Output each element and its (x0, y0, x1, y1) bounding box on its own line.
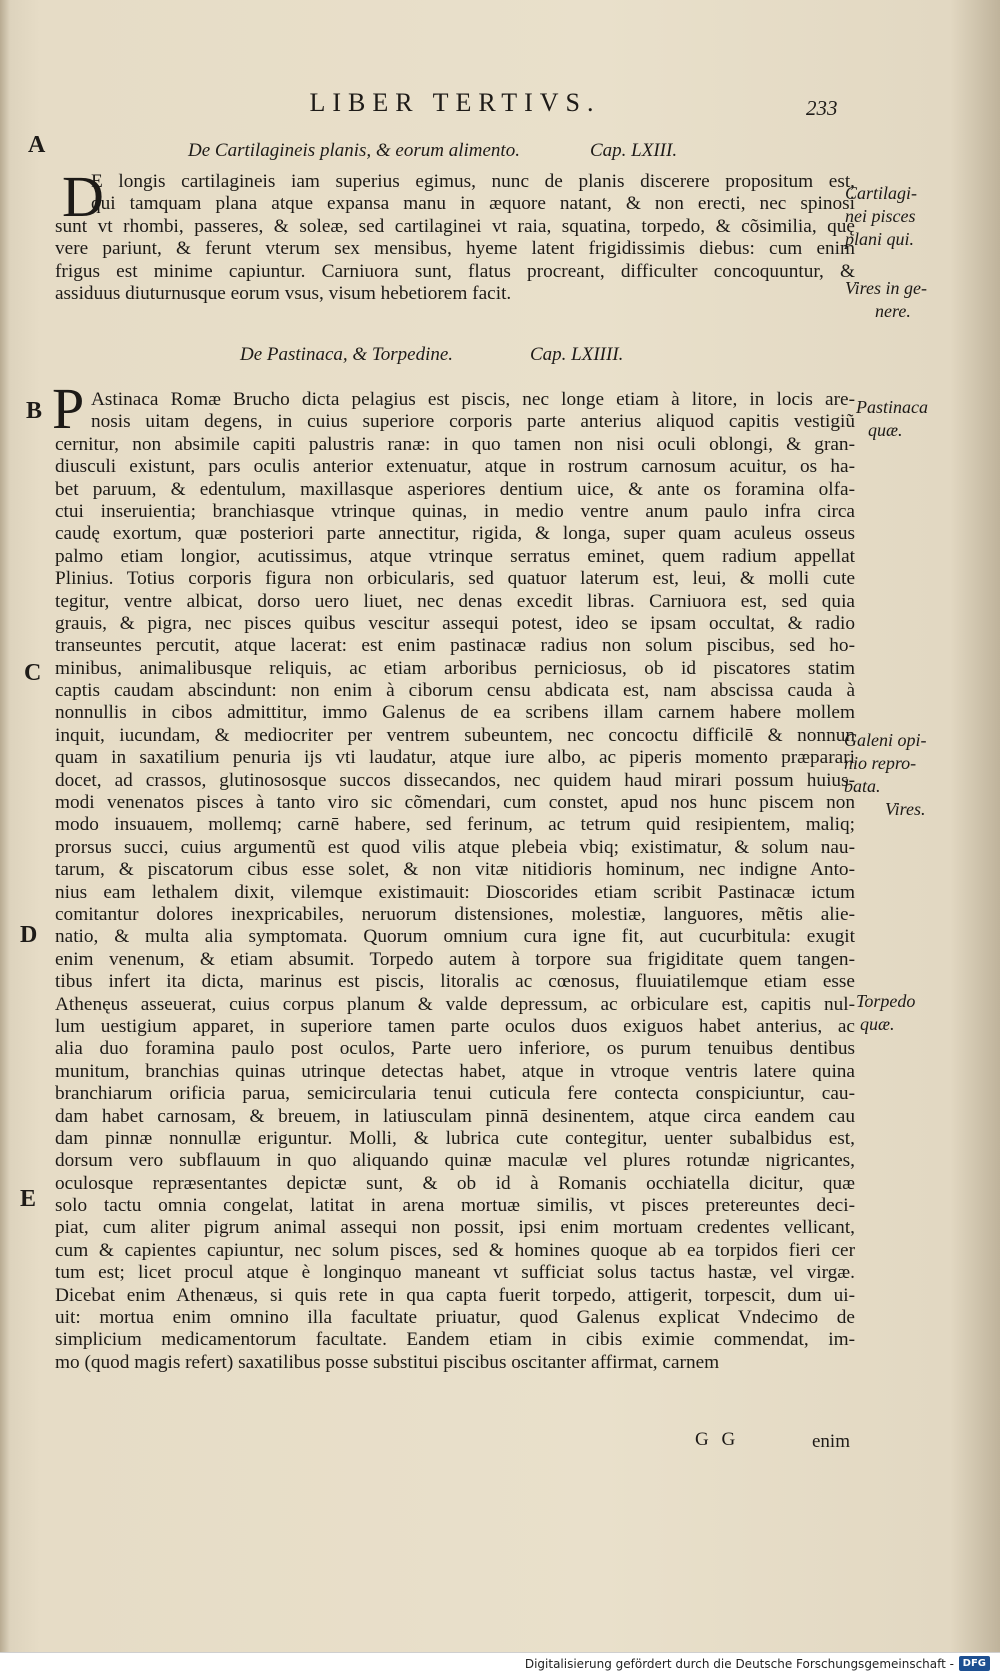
running-head: LIBER TERTIVS. (309, 88, 601, 117)
sidenote-line: plani qui. (845, 229, 915, 249)
sidenote-line: quæ. (860, 1014, 895, 1034)
text-line: quam in saxatilium penuria ijs vti laudatur, atque iure albo, ac piperis momento præparari (55, 747, 855, 769)
text-line: bet paruum, & edentulum, maxillasque asperiores dentium uice, & ante os foramina olfa- (55, 478, 855, 500)
text-line: simplicium medicamentorum facultate. Eandem etiam in cibis eximie commendat, im- (55, 1329, 855, 1351)
sidenote-vires (885, 798, 1000, 821)
chapter-63-heading: De Cartilagineis planis, & eorum alimento. (188, 140, 520, 161)
sidenote-line: Torpedo (856, 991, 916, 1011)
sidenote-line: nio repro- (844, 753, 917, 773)
sidenote-line: Galeni opi- (844, 730, 927, 750)
chapter-64-heading: De Pastinaca, & Torpedine. (240, 344, 454, 365)
chapter-63-text (55, 164, 855, 305)
text-line: nonnullis in cibos admittitur, immo Galenus de ea scribens illam carnem habere mollem (55, 702, 855, 724)
text-line: dorsum vero subflauum in quo aliquando quinæ maculæ vel plures rotundæ nigricantes, (55, 1150, 855, 1172)
chapter-64-text (55, 389, 855, 1374)
dfg-logo: DFG (959, 1656, 990, 1671)
text-line: qui tamquam plana atque expansa manu in æquore natant, & non erecti, nec spinosi (91, 193, 855, 215)
chapter-64-number: Cap. LXIIII. (530, 344, 624, 365)
text-line: uit: mortua enim omnino illa facultate priuatur, quod Galenus explicat Vndecimo de (55, 1307, 855, 1329)
text-line: Plinius. Totius corporis figura non orbicularis, sed quatuor laterum est, leui, & molli cute (55, 568, 855, 590)
text-line: nosis uitam degens, in cuius superiore corporis parte anterius aliquod capitis vestigiũ (91, 411, 855, 433)
text-line: Dicebat enim Athenæus, si quis rete in qua capta fuerit torpedo, attigerit, torpescit, dum ui- (55, 1284, 855, 1306)
text-line: cernitur, non absimile capiti palustris ranæ: in quo tamen non nisi oculi oblongi, & gran- (55, 433, 855, 455)
text-line: tegitur, ventre albicat, dorso uero liuet, nec denas excedit libras. Carniuora est, sed quia (55, 590, 855, 612)
sidenote-vires-in-genere (845, 277, 965, 323)
text-line: tarum, & piscatorum cibus esse solet, & non vitæ nitidioris hominum, nec indigne Anto- (55, 859, 855, 881)
text-line: caudę exortum, quæ posteriori parte annectitur, rigida, & longa, super quam aculeus osseus (55, 523, 855, 545)
text-line: dam habet carnosam, & breuem, in latiusculam pinnā desinentem, atque circa eandem cau (55, 1105, 855, 1127)
text-line: vere pariunt, & ferunt vterum sex mensibus, hyeme latent frigidissimis diebus: cum enim (55, 238, 855, 260)
text-line: transeuntes percutit, atque lacerat: est enim pastinacæ radius non solum piscibus, sed ho- (55, 635, 855, 657)
text-line: E longis cartilagineis iam superius egimus, nunc de planis discerere propositum est, (91, 171, 855, 192)
text-line: modo insuauem, mollemq; carnē habere, sed ferinum, ac tetrum quid resipientem, maliq; (55, 814, 855, 836)
page-number: 233 (806, 96, 838, 120)
section-letter-e: E (20, 1186, 37, 1212)
text-line: mo (quod magis refert) saxatilibus posse substitui piscibus oscitanter affirmat, carnem (55, 1351, 720, 1373)
sidenote-torpedo (856, 990, 976, 1036)
text-line: Astinaca Romæ Brucho dicta pelagius est piscis, nec longe etiam à litore, in locis are- (91, 389, 855, 410)
text-line: diusculi existunt, pars oculis anterior extenuatur, atque in rostrum carnosum acuitur, os ha- (55, 456, 855, 478)
sidenote-cartilaginei (845, 182, 965, 251)
text-line: cum & capientes capiuntur, nec solum pisces, sed & homines quoque ab ea torpidos fieri cer (55, 1239, 855, 1261)
text-line: docet, ad crassos, glutinososque succos dissecandos, nec quidem haud mirari possum huius- (55, 769, 855, 791)
text-line: piat, cum aliter pigrum animal assequi non possit, ipsi enim mortuam credentes vellicant, (55, 1217, 855, 1239)
text-line: modi venenatos pisces à tanto viro sic cõmendari, cum constet, apud nos hunc piscem non (55, 792, 855, 814)
section-letter-b: B (26, 398, 43, 424)
text-line: palmo etiam longior, acutissimus, atque vtrinque serratus eminet, quem radium appellat (55, 545, 855, 567)
text-line: alia duo foramina paulo post oculos, Parte uero inferiore, os purum tenuibus dentibus (55, 1038, 855, 1060)
text-line: grauis, & pigra, nec pisces quibus vescitur assequi potest, ideo se ipsam occultat, & radio (55, 612, 855, 634)
section-letter-a: A (28, 132, 46, 158)
text-line: captis caudam abscindunt: non enim à ciborum censu abdicata est, nam abscissa cauda à (55, 680, 855, 702)
text-line: oculosque repræsentantes depictæ sunt, & ob id à Romanis occhiatella dicitur, quæ (55, 1172, 855, 1194)
section-letter-c: C (24, 660, 42, 686)
signature-mark: G G (695, 1429, 740, 1450)
sidenote-line: quæ. (868, 420, 903, 440)
text-line: natio, & multa alia symptomata. Quorum omnium cura igne fit, aut cucurbitula: exugit (55, 926, 855, 948)
sidenote-pastinaca (856, 396, 976, 442)
sidenote-line: nere. (875, 301, 911, 321)
sidenote-line: bata. (844, 776, 881, 796)
text-line: munitum, branchias quinas utrinque detectas habet, atque in vtroque ventris latere quina (55, 1060, 855, 1082)
text-line: comitantur dolores inexpricabiles, neruorum distensiones, molestiæ, languores, mẽtis alie- (55, 903, 855, 925)
text-line: frigus est minime capiuntur. Carniuora sunt, flatus procreant, difficulter concoquuntur, & (55, 260, 855, 282)
sidenote-line: Vires in ge- (845, 278, 927, 298)
text-line: tibus infert ita dicta, marinus est piscis, litoralis ac cœnosus, fluuiatilemque etiam esse (55, 971, 855, 993)
text-line: assiduus diuturnusque eorum vsus, visum hebetiorem facit. (55, 282, 512, 304)
text-line: enim venenum, & etiam absumit. Torpedo autem à torpore sua frigiditate quem tangen- (55, 948, 855, 970)
text-line: prorsus succi, cuius argumentũ est quod vilis atque plebeia vbiq; existimatur, & solum nau- (55, 836, 855, 858)
text-line: sunt vt rhombi, passeres, & soleæ, sed cartilaginei vt raia, squatina, torpedo, & cõsimilia, quę (55, 215, 855, 237)
text-line: tum est; licet procul atque è longinquo maneant vt sufficiat solus tactus hastæ, vel virgæ. (55, 1262, 855, 1284)
chapter-63-number: Cap. LXIII. (590, 140, 678, 161)
chapter-63-dropcap: D (62, 164, 104, 229)
text-line: Athenęus asseuerat, cuius corpus planum & valde depressum, ac orbiculare est, capitis nul- (55, 993, 855, 1015)
text-line: lum uestigium apparet, in superiore tamen parte oculos duos exiguos habet anterius, ac (55, 1015, 855, 1037)
sidenote-line: Vires. (885, 799, 926, 819)
text-line: branchiarum orificia parua, semicircularia tenui cuticula fere contecta conspiciuntur, cau- (55, 1083, 855, 1105)
footer-credit: Digitalisierung gefördert durch die Deutsche Forschungsgemeinschaft - (524, 1657, 954, 1671)
sidenote-line: nei pisces (845, 206, 916, 226)
chapter-64-dropcap: P (52, 376, 85, 441)
text-line: nius eam lethalem dixit, vilemque existimauit: Dioscorides etiam scribit Pastinacæ ictum (55, 881, 855, 903)
text-line: ctui inseruientia; branchiasque vtrinque quinas, in medio ventre anum paulo infra circa (55, 500, 855, 522)
sidenote-line: Cartilagi- (845, 183, 918, 203)
text-line: dam pinnæ nonnullæ eriguntur. Molli, & lubrica cute contegitur, uenter subalbidus est, (55, 1127, 855, 1149)
footer-bar (0, 1652, 1000, 1676)
text-line: minibus, animalibusque reliquis, ac etiam arboribus perniciosus, ob id piscatores statim (55, 657, 855, 679)
chapter-63-title (188, 140, 848, 162)
sidenote-line: Pastinaca (856, 397, 928, 417)
catchword: enim (812, 1431, 850, 1452)
text-line: solo tactu omnia congelat, latitat in arena mortuæ similis, vt pisces pretereuntes deci- (55, 1195, 855, 1217)
text-line: inquit, iucundam, & mediocriter per ventrem subeuntem, nec concoctu difficilē & nonnun (55, 724, 855, 746)
section-letter-d: D (20, 922, 38, 948)
chapter-64-title (240, 344, 900, 366)
sidenote-galeni (844, 729, 964, 798)
